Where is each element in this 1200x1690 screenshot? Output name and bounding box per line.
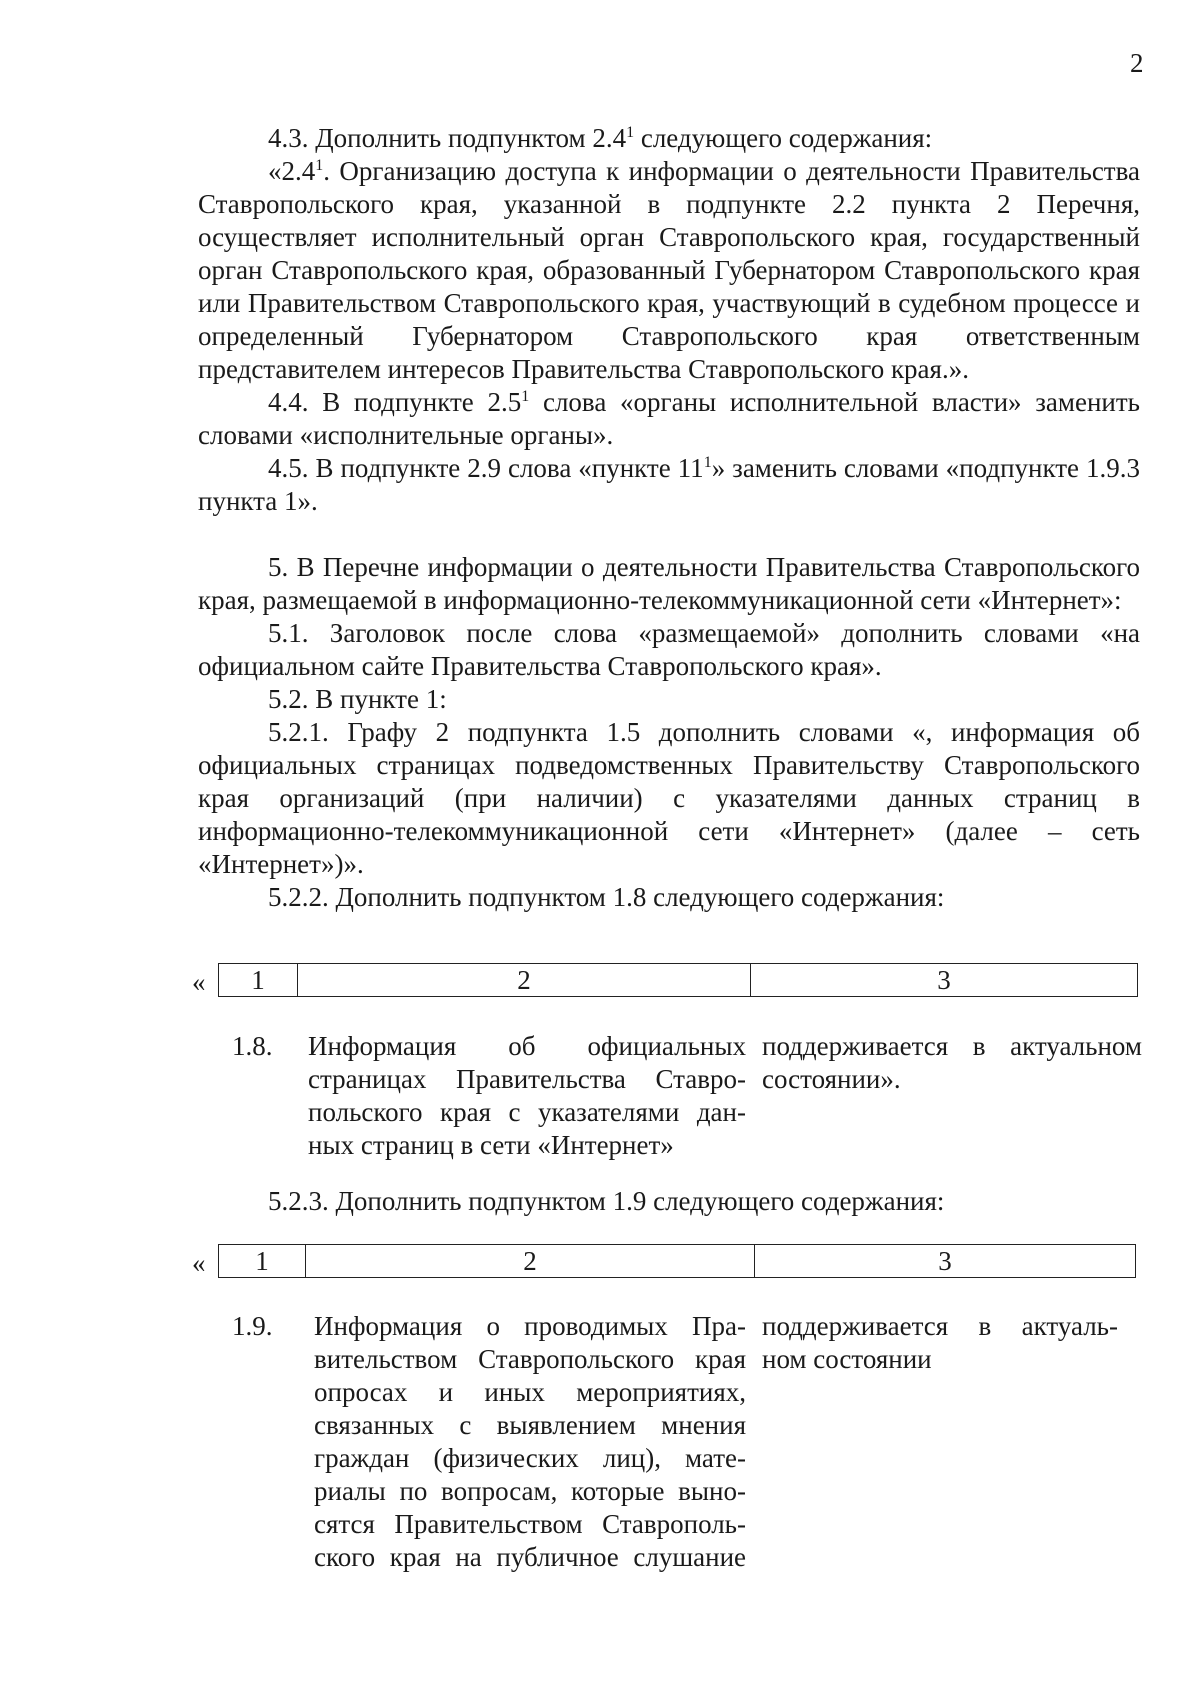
header-col-2: 2 [297, 964, 750, 996]
document-body [198, 122, 1140, 914]
header-col-3: 3 [750, 964, 1137, 996]
paragraph-5-2-2: 5.2.2. Дополнить подпунктом 1.8 следующего содержания: [268, 882, 945, 912]
row-status: поддерживается в актуальном состоянии». [762, 1031, 1142, 1094]
row-number: 1.9. [232, 1311, 273, 1341]
paragraph-5-2: 5.2. В пункте 1: [268, 684, 447, 714]
paragraph-4-4: 4.4. В подпункте $2.5^1$ слова «органы исполнительной власти» заменить словами «исполнительные органы». [198, 387, 1140, 450]
paragraph-5-2-1: 5.2.1. Графу 2 подпункта 1.5 дополнить словами «, информация об официальных страницах подведомственных Правительству Ставропольского края организаций (при наличии) с указателями данных страниц в информационно-телекоммуникационной сети «Интернет» (далее – сеть «Интернет»)». [198, 717, 1140, 879]
header-col-1: 1 [251, 964, 265, 995]
row-number: 1.8. [232, 1031, 273, 1061]
paragraph-4-5: 4.5. В подпункте 2.9 слова «пункте $11^1$» заменить словами «подпункте 1.9.3 пункта 1». [198, 453, 1141, 516]
row-status: поддерживается в актуаль- ном состоянии [762, 1311, 1118, 1374]
paragraph-2-4-1: «$2.4^1$. Организацию доступа к информации о деятельности Правительства Ставропольского края, указанной в подпункте 2.2 пункта 2 Перечня, осуществляет исполнительный орган Ставропольского края, государственный орган Ставропольского края, образованный Губернатором Ставропольского края или Правительством Ставропольского края, участвующий в судебном процессе и определенный Губернатором Ставропольского края ответственным представителем интересов Правительства Ставропольского края.». [198, 156, 1140, 384]
header-col-2: 2 [305, 1245, 754, 1277]
document-body-2 [198, 1185, 1140, 1218]
paragraph-5: 5. В Перечне информации о деятельности Правительства Ставропольского края, размещаемой в информационно-телекоммуникационной сети «Интернет»: [198, 552, 1140, 615]
row-description: Информация о проводимых Пра- вительством Ставропольского края опросах и иных мероприятиях, связанных с выявлением мнения граждан (физических лиц), мате- риалы по вопросам, которые выно- сятся Правительством Ставрополь- ского края на публичное слушание [314, 1311, 746, 1572]
header-grid [218, 963, 1138, 997]
header-col-1: 1 [255, 1245, 269, 1276]
paragraph-5-2-3: 5.2.3. Дополнить подпунктом 1.9 следующего содержания: [268, 1186, 945, 1216]
open-quote: « [192, 1248, 206, 1278]
page-number: 2 [1130, 48, 1144, 78]
paragraph-5-1: 5.1. Заголовок после слова «размещаемой» дополнить словами «на официальном сайте Правительства Ставропольского края». [198, 618, 1140, 681]
row-description: Информация об официальных страницах Правительства Ставро- польского края с указателями дан- ных страниц в сети «Интернет» [308, 1031, 746, 1160]
paragraph-4-3: 4.3. Дополнить подпунктом $2.4^1$ следующего содержания: [268, 123, 933, 153]
header-grid [218, 1244, 1136, 1278]
header-col-3: 3 [754, 1245, 1135, 1277]
open-quote: « [192, 967, 206, 997]
